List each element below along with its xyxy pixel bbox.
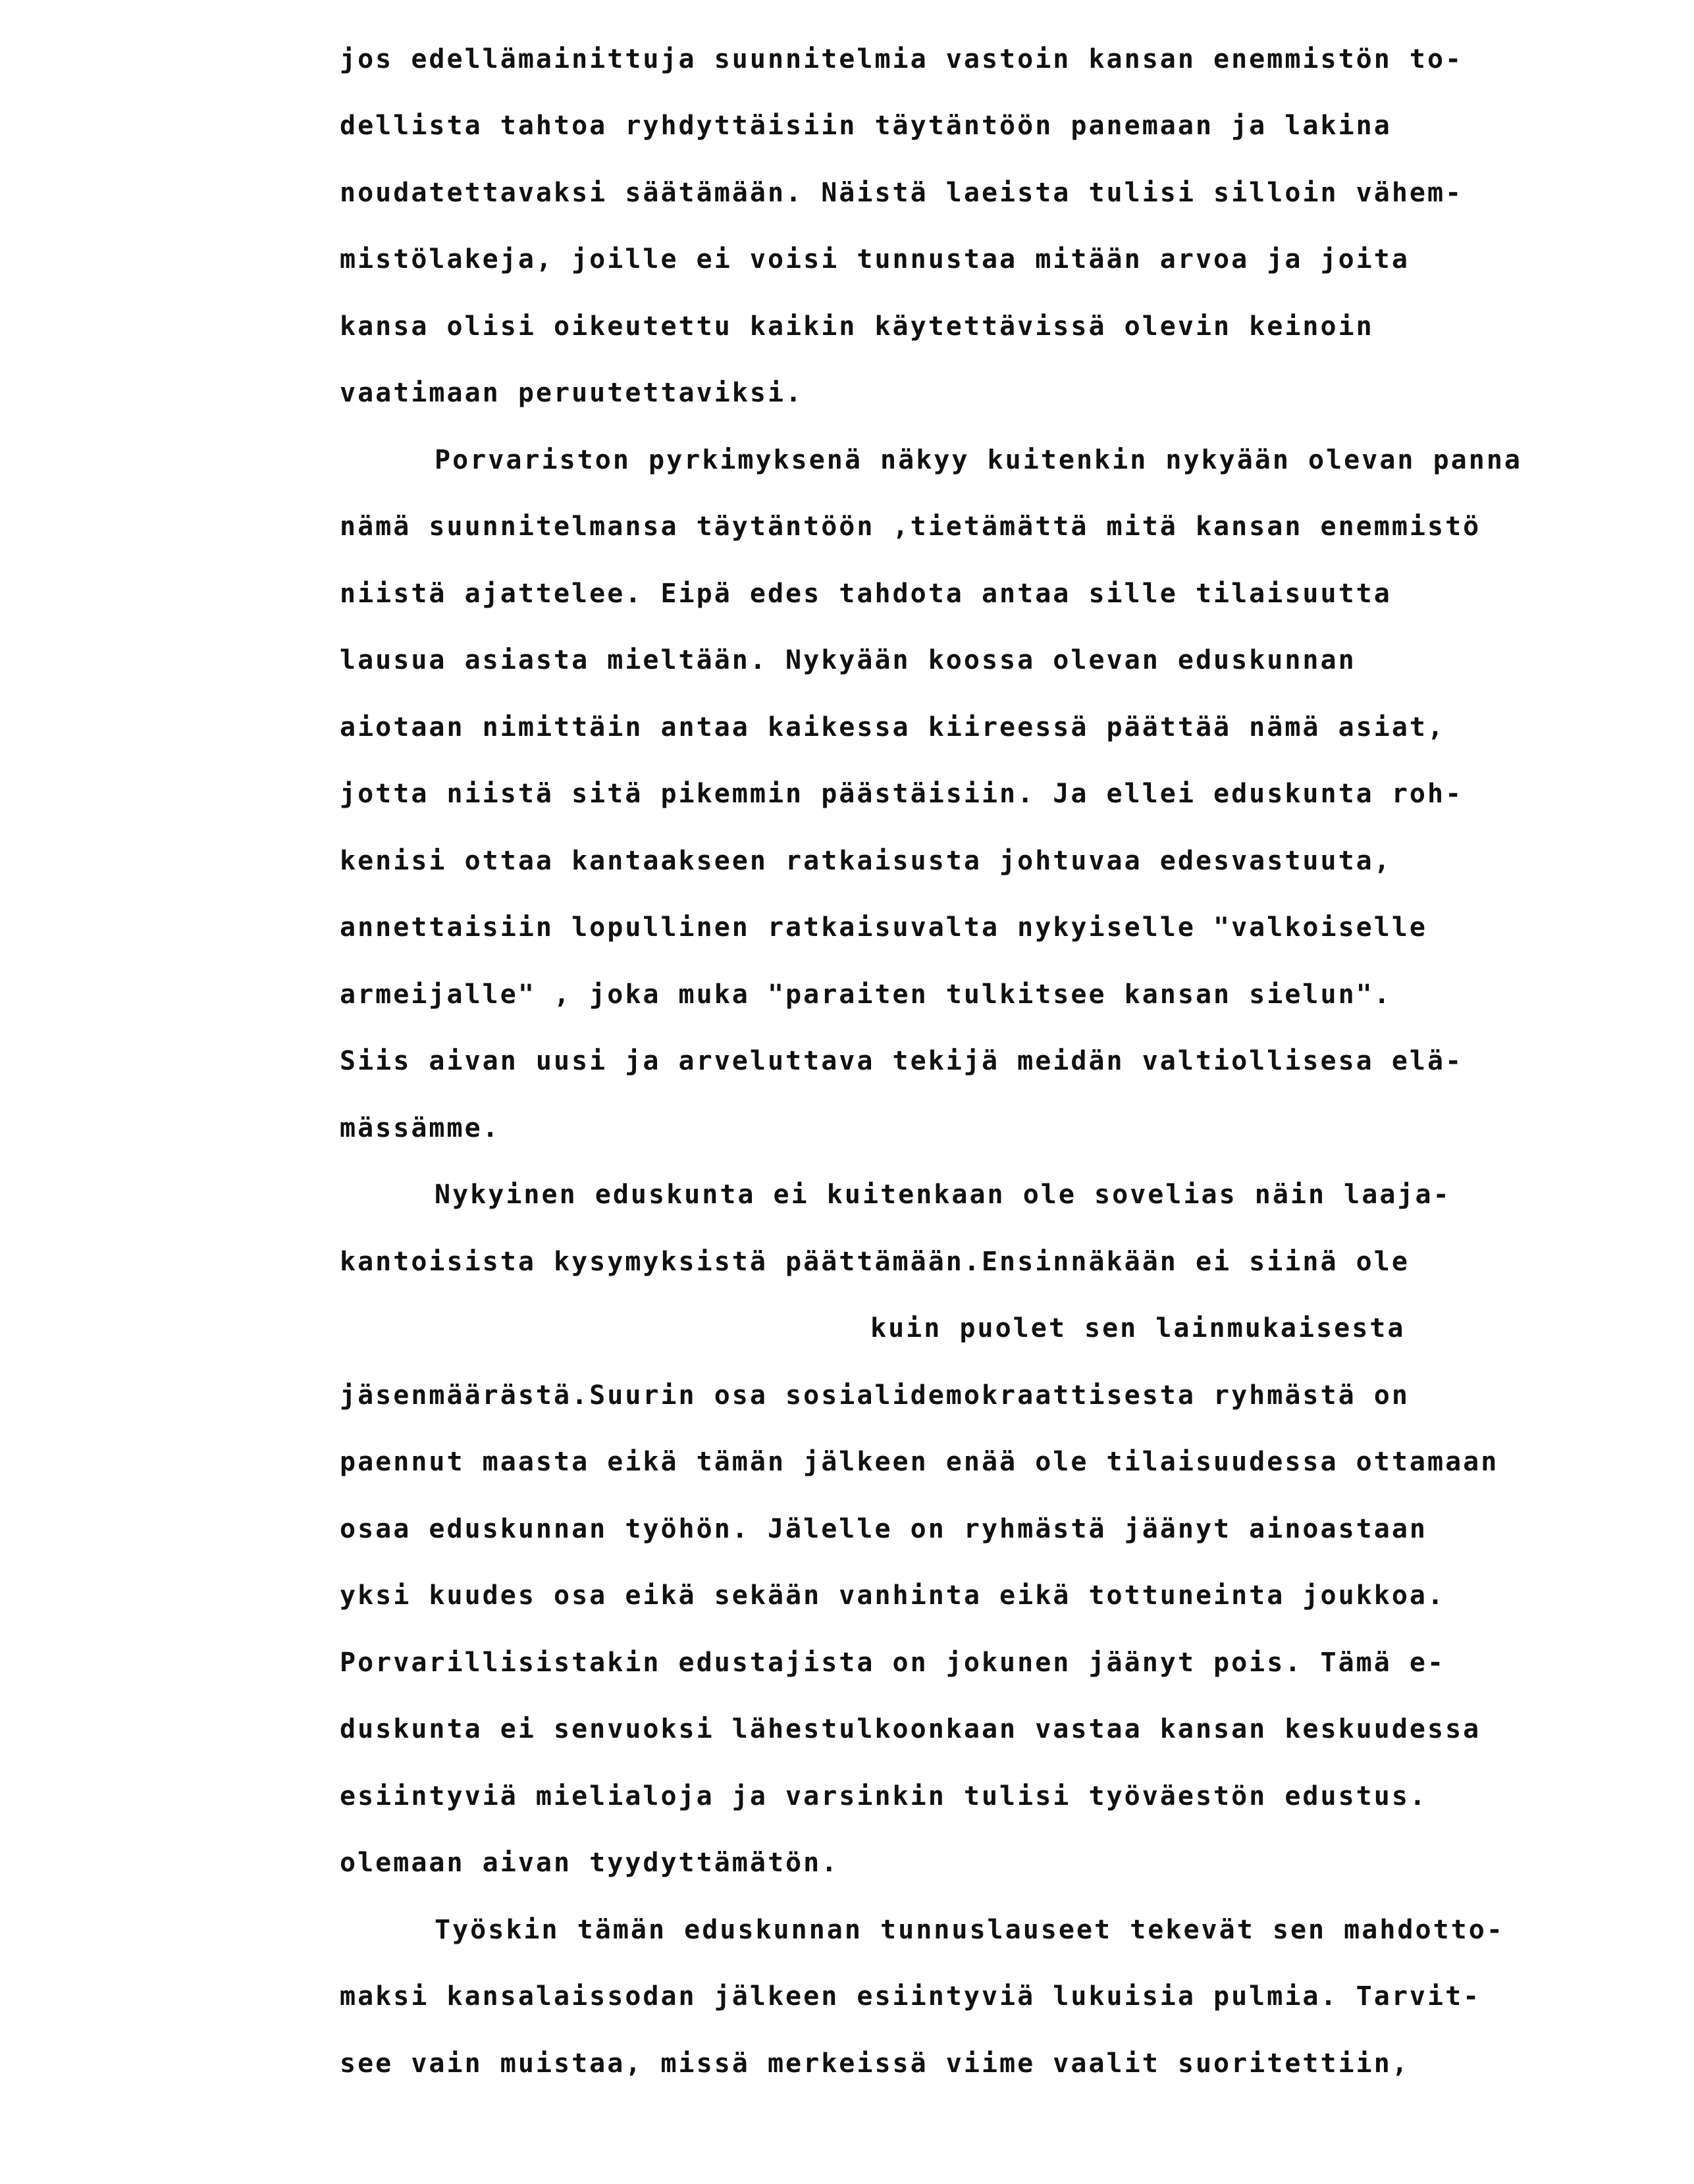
text-line: olemaan aivan tyydyttämätön. — [340, 1848, 839, 1878]
text-line: duskunta ei senvuoksi lähestulkoonkaan vastaa kansan keskuudessa — [340, 1714, 1481, 1744]
text-line: niistä ajattelee. Eipä edes tahdota antaa sille tilaisuutta — [340, 579, 1392, 609]
text-line: yksi kuudes osa eikä sekään vanhinta eikä tottuneinta joukkoa. — [340, 1580, 1446, 1611]
text-line: jäsenmäärästä.Suurin osa sosialidemokraattisesta ryhmästä on — [340, 1380, 1410, 1411]
text-line: Porvariston pyrkimyksenä näkyy kuitenkin nykyään olevan panna — [435, 445, 1523, 475]
text-line: Työskin tämän eduskunnan tunnuslauseet tekevät sen mahdotto- — [435, 1915, 1504, 1945]
text-line: jotta niistä sitä pikemmin päästäisiin. Ja ellei eduskunta roh- — [340, 779, 1464, 809]
text-line: see vain muistaa, missä merkeissä viime vaalit suoritettiin, — [340, 2048, 1410, 2079]
text-line: vaatimaan peruutettaviksi. — [340, 378, 804, 408]
text-line: nämä suunnitelmansa täytäntöön ,tietämättä mitä kansan enemmistö — [340, 511, 1481, 542]
text-line: Siis aivan uusi ja arveluttava tekijä meidän valtiollisesa elä- — [340, 1046, 1464, 1076]
text-line: maksi kansalaissodan jälkeen esiintyviä lukuisia pulmia. Tarvit- — [340, 1981, 1481, 2012]
text-line: noudatettavaksi säätämään. Näistä laeista tulisi silloin vähem- — [340, 178, 1464, 208]
text-line: jos edellämainittuja suunnitelmia vastoin kansan enemmistön to- — [340, 44, 1464, 74]
text-line: lausua asiasta mieltään. Nykyään koossa olevan eduskunnan — [340, 645, 1356, 675]
text-line: kuin puolet sen lainmukaisesta — [870, 1313, 1406, 1343]
text-line: annettaisiin lopullinen ratkaisuvalta nykyiselle "valkoiselle — [340, 912, 1428, 943]
text-line: dellista tahtoa ryhdyttäisiin täytäntöön panemaan ja lakina — [340, 111, 1392, 141]
text-line: armeijalle" , joka muka "paraiten tulkitsee kansan sielun". — [340, 979, 1392, 1010]
text-line: osaa eduskunnan työhön. Jälelle on ryhmästä jäänyt ainoastaan — [340, 1514, 1428, 1544]
text-line: kansa olisi oikeutettu kaikin käytettävissä olevin keinoin — [340, 311, 1374, 342]
text-line: kantoisista kysymyksistä päättämään.Ensinnäkään ei siinä ole — [340, 1247, 1410, 1277]
text-line: mässämme. — [340, 1113, 500, 1143]
text-line: mistölakeja, joille ei voisi tunnustaa mitään arvoa ja joita — [340, 244, 1410, 274]
text-line: aiotaan nimittäin antaa kaikessa kiireessä päättää nämä asiat, — [340, 712, 1446, 742]
text-line: Nykyinen eduskunta ei kuitenkaan ole sovelias näin laaja- — [435, 1180, 1451, 1210]
text-line: paennut maasta eikä tämän jälkeen enää ole tilaisuudessa ottamaan — [340, 1447, 1499, 1477]
text-line: esiintyviä mielialoja ja varsinkin tulisi työväestön edustus. — [340, 1781, 1428, 1811]
text-line: Porvarillisistakin edustajista on jokunen jäänyt pois. Tämä e- — [340, 1648, 1446, 1678]
text-line: kenisi ottaa kantaakseen ratkaisusta johtuvaa edesvastuuta, — [340, 846, 1392, 876]
